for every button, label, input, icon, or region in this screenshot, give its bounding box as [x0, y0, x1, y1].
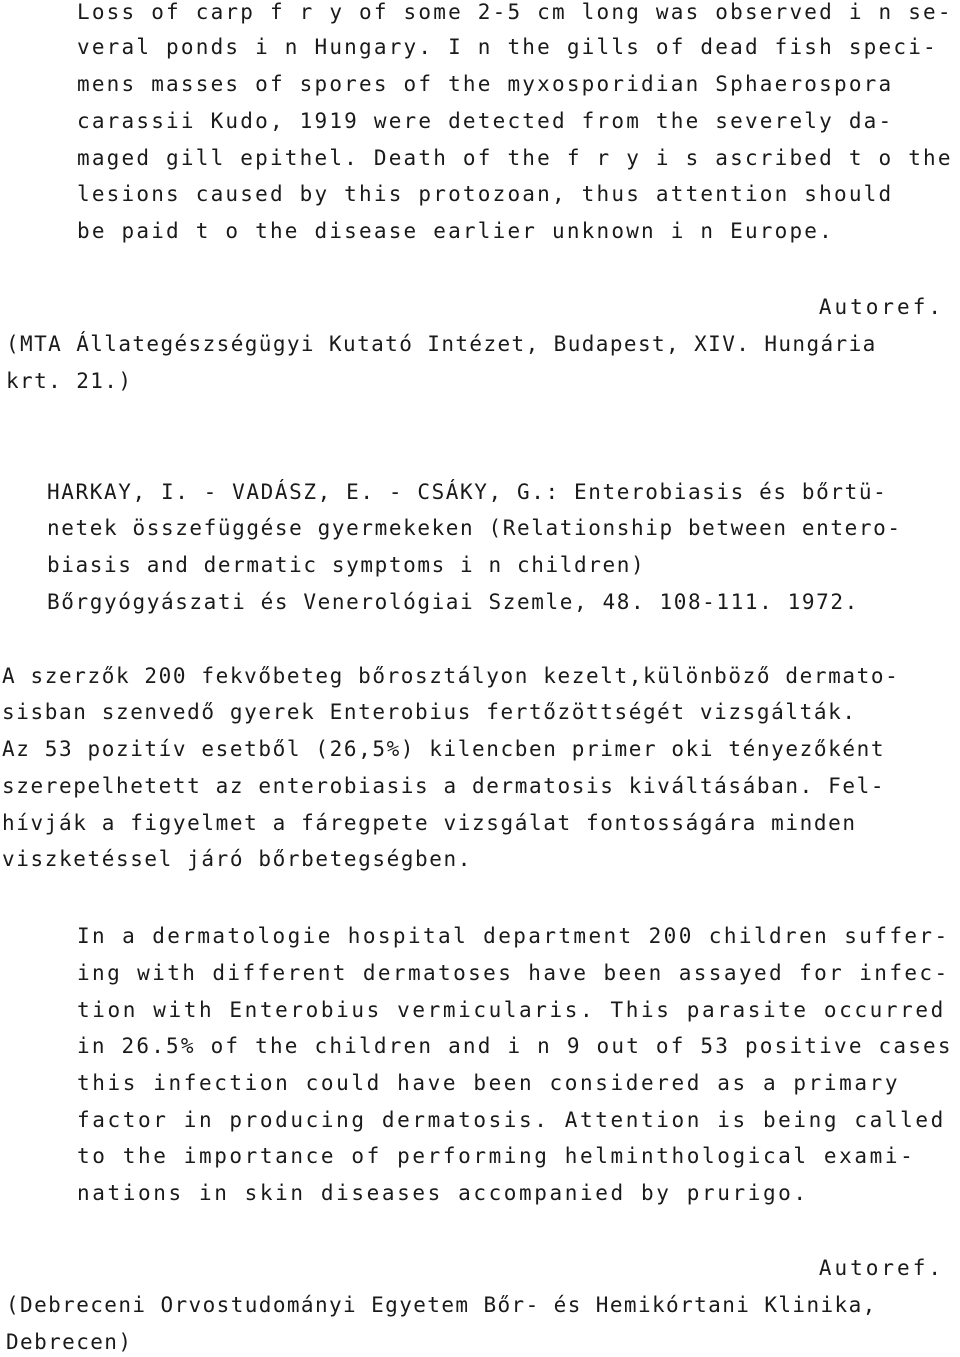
english-line: factor in producing dermatosis. Attention is being called [77, 1108, 946, 1132]
abstract-1-line: lesions caused by this protozoan, thus attention should [77, 182, 894, 206]
hungarian-line: viszketéssel járó bőrbetegségben. [2, 847, 473, 871]
abstract-1-line: Loss of carp f r y of some 2-5 cm long was observed i n se- [77, 0, 953, 24]
institution-address: krt. 21.) [6, 369, 133, 393]
institution-address: (MTA Állategészségügyi Kutató Intézet, Budapest, XIV. Hungária [6, 332, 877, 356]
citation-line: biasis and dermatic symptoms i n children) [47, 553, 646, 577]
citation-line: netek összefüggése gyermekeken (Relationship between entero- [47, 516, 902, 540]
institution-address: (Debreceni Orvostudományi Egyetem Bőr- és Hemikórtani Klinika, [6, 1293, 877, 1317]
abstract-1-line: mens masses of spores of the myxosporidian Sphaerospora [77, 72, 894, 96]
hungarian-line: Az 53 pozitív esetből (26,5%) kilencben primer oki tényezőként [2, 737, 886, 761]
hungarian-line: szerepelhetett az enterobiasis a dermatosis kiváltásában. Fel- [2, 774, 886, 798]
english-line: In a dermatologie hospital department 200 children suffer- [77, 924, 950, 948]
english-line: ing with different dermatoses have been assayed for infec- [77, 961, 950, 985]
hungarian-line: sisban szenvedő gyerek Enterobius fertőzöttségét vizsgálták. [2, 700, 857, 724]
english-line: nations in skin diseases accompanied by prurigo. [77, 1181, 809, 1205]
institution-address: Debrecen) [6, 1330, 133, 1354]
english-line: this infection could have been considered as a primary [77, 1071, 901, 1095]
abstract-1-line: maged gill epithel. Death of the f r y i s ascribed t o the [77, 146, 953, 170]
citation-line: HARKAY, I. - VADÁSZ, E. - CSÁKY, G.: Enterobiasis és bőrtü- [47, 480, 888, 504]
hungarian-line: A szerzők 200 fekvőbeteg bőrosztályon kezelt,különböző dermato- [2, 664, 900, 688]
english-line: in 26.5% of the children and i n 9 out of 53 positive cases [77, 1034, 953, 1058]
english-line: to the importance of performing helminthological exami- [77, 1144, 916, 1168]
citation-line: Bőrgyógyászati és Venerológiai Szemle, 48. 108-111. 1972. [47, 590, 859, 614]
abstract-1-line: carassii Kudo, 1919 were detected from the severely da- [77, 109, 894, 133]
abstract-1-line: veral ponds i n Hungary. I n the gills of dead fish speci- [77, 35, 938, 59]
hungarian-line: hívják a figyelmet a fáregpete vizsgálat fontosságára minden [2, 811, 857, 835]
abstract-1-line: be paid t o the disease earlier unknown i n Europe. [77, 219, 834, 243]
autoref-signature: Autoref. [818, 1256, 944, 1280]
autoref-signature: Autoref. [818, 295, 944, 319]
english-line: tion with Enterobius vermicularis. This parasite occurred [77, 998, 946, 1022]
